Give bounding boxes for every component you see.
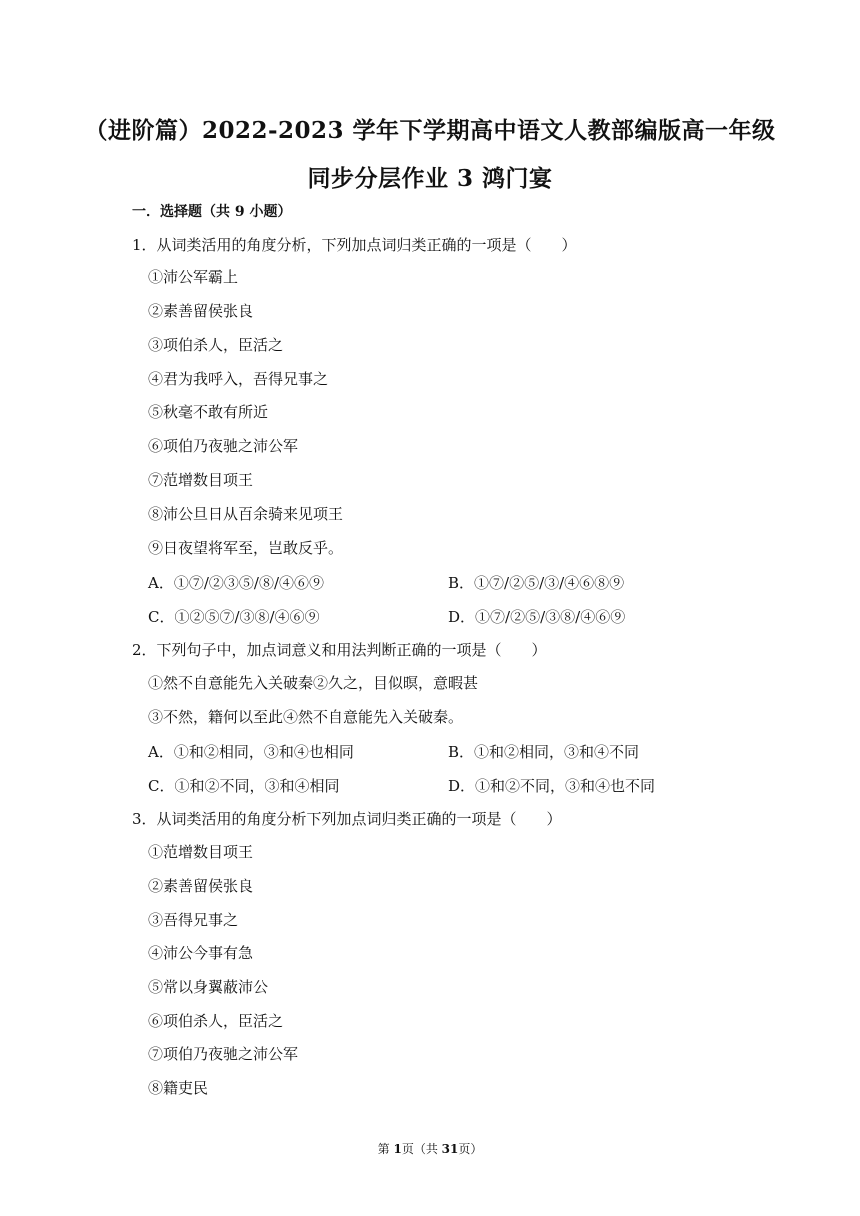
question-3-item-6: ⑥项伯杀人，臣活之 [148, 1012, 284, 1030]
document-title-line-2: 同步分层作业 3 鸿门宴 [307, 165, 553, 192]
question-1-item-9: ⑨日夜望将军至，岂敢反乎。 [148, 539, 344, 557]
question-1-item-4: ④君为我呼入，吾得兄事之 [148, 370, 329, 388]
question-2-option-d: D．①和②不同，③和④也不同 [448, 777, 656, 795]
question-3-item-5: ⑤常以身翼蔽沛公 [148, 978, 269, 996]
question-1-item-7: ⑦范增数目项王 [148, 471, 254, 489]
question-1-item-1: ①沛公军霸上 [148, 268, 239, 286]
question-3-item-2: ②素善留侯张良 [148, 877, 254, 895]
document-title-line-1: （进阶篇）2022-2023 学年下学期高中语文人教部编版高一年级 [84, 117, 776, 144]
question-1-option-b: B．①⑦/②⑤/③/④⑥⑧⑨ [448, 574, 625, 592]
question-1-item-6: ⑥项伯乃夜驰之沛公军 [148, 437, 299, 455]
question-2-option-c: C．①和②不同，③和④相同 [148, 777, 340, 795]
question-1-option-a: A．①⑦/②③⑤/⑧/④⑥⑨ [148, 574, 324, 592]
question-1-item-2: ②素善留侯张良 [148, 302, 254, 320]
question-3-stem: 3．从词类活用的角度分析下列加点词归类正确的一项是（ ） [132, 810, 562, 828]
footer-page-number: 1 [393, 1142, 402, 1156]
question-3-item-1: ①范增数目项王 [148, 843, 254, 861]
question-2-option-b: B．①和②相同，③和④不同 [448, 743, 640, 761]
footer-page-total: 31 [441, 1142, 459, 1156]
question-1-option-d: D．①⑦/②⑤/③⑧/④⑥⑨ [448, 608, 626, 626]
footer-page-prefix: 第 [377, 1142, 394, 1156]
question-2-option-a: A．①和②相同，③和④也相同 [148, 743, 354, 761]
question-3-item-3: ③吾得兄事之 [148, 911, 239, 929]
footer-page-mid: 页（共 [401, 1142, 442, 1156]
question-1-item-3: ③项伯杀人，臣活之 [148, 336, 284, 354]
page-footer [0, 1140, 860, 1157]
question-1-option-c: C．①②⑤⑦/③⑧/④⑥⑨ [148, 608, 320, 626]
question-3-item-8: ⑧籍吏民 [148, 1079, 209, 1097]
question-2-stem: 2．下列句子中，加点词意义和用法判断正确的一项是（ ） [132, 641, 547, 659]
footer-page-suffix: 页） [458, 1142, 483, 1156]
question-1-item-5: ⑤秋毫不敢有所近 [148, 403, 269, 421]
question-1-item-8: ⑧沛公旦日从百余骑来见项王 [148, 505, 344, 523]
question-1-stem: 1．从词类活用的角度分析，下列加点词归类正确的一项是（ ） [132, 236, 577, 254]
question-3-item-7: ⑦项伯乃夜驰之沛公军 [148, 1045, 299, 1063]
question-2-item-1: ①然不自意能先入关破秦②久之，目似暝，意暇甚 [148, 674, 479, 692]
question-3-item-4: ④沛公今事有急 [148, 944, 254, 962]
question-2-item-2: ③不然，籍何以至此④然不自意能先入关破秦。 [148, 708, 464, 726]
section-heading: 一．选择题（共 9 小题） [132, 204, 292, 220]
